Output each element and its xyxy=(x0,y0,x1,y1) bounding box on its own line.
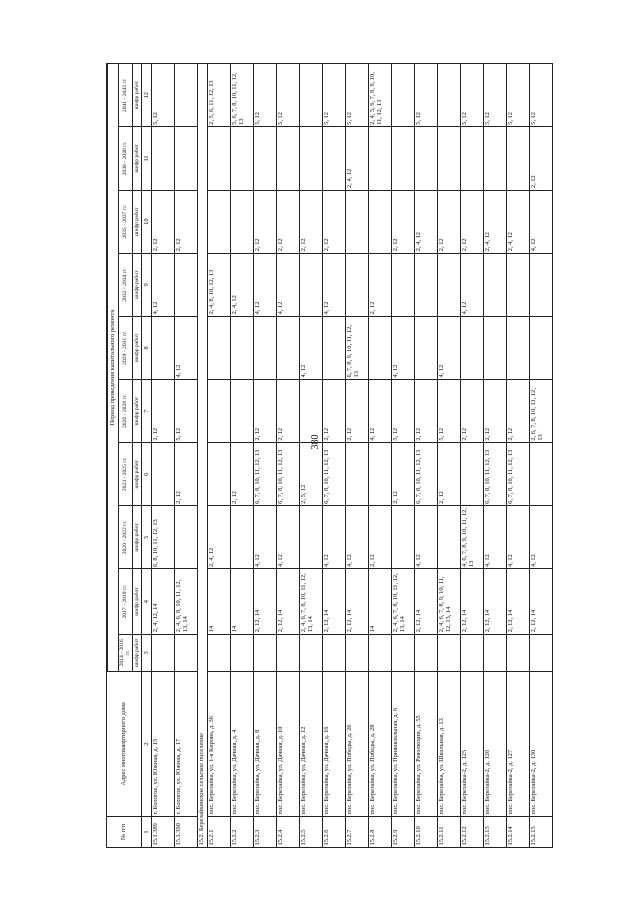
work-code-subheader: шифр работ xyxy=(132,253,141,316)
work-code-cell xyxy=(529,253,552,316)
column-number: 1 xyxy=(141,816,151,847)
table-row xyxy=(460,64,483,848)
work-code-cell xyxy=(276,127,299,190)
row-number: 15.2.14 xyxy=(506,816,529,847)
work-code-subheader: шифр работ xyxy=(132,443,141,506)
work-code-cell: 2, 12 xyxy=(437,443,460,506)
work-code-cell: 5, 12 xyxy=(414,64,437,127)
work-code-cell xyxy=(207,634,230,671)
address-cell: г. Бологое, ул. Южная, д. 17 xyxy=(174,671,197,816)
period-year-header: 2017 - 2019 гг. xyxy=(119,569,133,634)
work-code-cell xyxy=(207,127,230,190)
work-code-cell: 2, 12, 14 xyxy=(529,569,552,634)
work-code-cell: 2, 12 xyxy=(151,380,174,443)
work-code-cell: 5, 12 xyxy=(483,64,506,127)
address-cell: пос. Березайка, ул. Победы, д. 26 xyxy=(345,671,368,816)
column-number: 9 xyxy=(141,253,151,316)
work-code-cell xyxy=(460,634,483,671)
table-row xyxy=(345,64,368,848)
period-year-header: 2029 - 2031 гг. xyxy=(119,316,133,379)
column-number: 8 xyxy=(141,316,151,379)
work-code-cell xyxy=(414,634,437,671)
period-year-header: 2032 - 2034 гг. xyxy=(119,253,133,316)
table-row xyxy=(253,64,276,848)
address-cell: пос. Березайка, ул. Революции, д. 55 xyxy=(414,671,437,816)
work-code-cell: 2, 4, 5, 6, 7, 8, 9, 10, 11, 12, 13 xyxy=(368,64,391,127)
table-row xyxy=(151,64,174,848)
work-code-cell xyxy=(483,127,506,190)
work-code-cell: 4, 12 xyxy=(174,316,197,379)
work-code-cell: 2, 4, 12 xyxy=(483,190,506,253)
work-code-cell xyxy=(276,316,299,379)
table-row xyxy=(230,64,253,848)
table-body xyxy=(151,64,552,848)
work-code-cell xyxy=(230,127,253,190)
column-number: 7 xyxy=(141,380,151,443)
work-code-cell xyxy=(276,634,299,671)
period-year-header: 2035 - 2037 гг. xyxy=(119,190,133,253)
work-code-cell xyxy=(230,380,253,443)
period-header: Период проведения капитального ремонта xyxy=(108,64,119,672)
table-row xyxy=(299,64,322,848)
work-code-cell: 2, 4, 12 xyxy=(414,190,437,253)
work-code-cell xyxy=(368,127,391,190)
work-code-cell: 6, 7, 8, 10, 11, 12, 13 xyxy=(253,443,276,506)
document-page xyxy=(106,63,545,848)
section-title: 15.2. Березайкинское сельское поселение xyxy=(197,64,207,848)
row-number: 15.2.4 xyxy=(276,816,299,847)
work-code-cell xyxy=(368,190,391,253)
work-code-cell: 6, 7, 8, 10, 11, 12, 13 xyxy=(322,443,345,506)
work-code-cell: 5, 12 xyxy=(253,64,276,127)
work-code-cell xyxy=(322,634,345,671)
work-code-cell xyxy=(174,506,197,569)
work-code-cell xyxy=(151,316,174,379)
address-cell: пос. Березайка, ул. Дачная, д. 12 xyxy=(299,671,322,816)
work-code-cell xyxy=(414,127,437,190)
col-num-header: № п/п xyxy=(107,816,142,847)
work-code-cell xyxy=(253,316,276,379)
work-code-cell: 2, 5, 12 xyxy=(299,443,322,506)
address-cell: пос. Березайка, ул. Дачная, д. 10 xyxy=(276,671,299,816)
work-code-cell xyxy=(299,253,322,316)
table-row xyxy=(207,64,230,848)
work-code-cell: 5, 12 xyxy=(529,64,552,127)
row-number: 15.1.389 xyxy=(151,816,174,847)
work-code-cell: 2, 12 xyxy=(151,190,174,253)
work-code-cell: 2, 4, 12, 14 xyxy=(151,569,174,634)
work-code-cell: 2, 12 xyxy=(230,443,253,506)
work-code-subheader: шифр работ xyxy=(132,127,141,190)
work-code-cell xyxy=(414,316,437,379)
work-code-cell: 2, 12 xyxy=(345,380,368,443)
work-code-cell: 2, 12 xyxy=(174,190,197,253)
work-code-cell: 2, 12 xyxy=(322,380,345,443)
work-code-cell: 2, 12 xyxy=(174,443,197,506)
work-code-cell xyxy=(460,127,483,190)
section-row xyxy=(197,64,207,848)
work-code-subheader: шифр работ xyxy=(132,569,141,634)
work-code-cell: 2, 12 xyxy=(368,506,391,569)
work-code-cell: 14 xyxy=(207,569,230,634)
work-code-cell: 2, 4, 8, 10, 12, 13 xyxy=(207,253,230,316)
work-code-cell xyxy=(299,380,322,443)
work-code-cell xyxy=(230,190,253,253)
work-code-cell: 4, 12 xyxy=(276,253,299,316)
work-code-cell: 2, 12 xyxy=(506,380,529,443)
column-number: 2 xyxy=(141,671,151,816)
work-code-cell: 4, 12 xyxy=(253,506,276,569)
page-number: 380 xyxy=(310,434,321,450)
period-year-header: 2020 - 2022 гг. xyxy=(119,506,133,569)
column-number: 12 xyxy=(141,64,151,127)
table-row xyxy=(414,64,437,848)
table-row xyxy=(391,64,414,848)
table-row xyxy=(437,64,460,848)
work-code-cell: 2, 12, 14 xyxy=(414,569,437,634)
work-code-cell: 5, 12 xyxy=(276,64,299,127)
work-code-cell: 2, 12 xyxy=(483,380,506,443)
address-cell: пос. Березайка-2, д. 127 xyxy=(506,671,529,816)
work-code-cell xyxy=(391,64,414,127)
row-number: 15.2.8 xyxy=(368,816,391,847)
work-code-cell: 2, 4, 12 xyxy=(207,506,230,569)
work-code-cell xyxy=(529,443,552,506)
work-code-cell xyxy=(391,253,414,316)
work-code-cell xyxy=(437,64,460,127)
table-row xyxy=(174,64,197,848)
row-number: 15.2.9 xyxy=(391,816,414,847)
work-code-cell: 2, 12 xyxy=(414,380,437,443)
work-code-cell: 4, 12 xyxy=(506,506,529,569)
work-code-cell: 4, 12 xyxy=(529,506,552,569)
work-code-cell xyxy=(253,127,276,190)
row-number: 15.2.7 xyxy=(345,816,368,847)
work-code-cell xyxy=(207,316,230,379)
work-code-cell xyxy=(529,634,552,671)
work-code-cell: 2, 12 xyxy=(299,190,322,253)
row-number: 15.2.1 xyxy=(207,816,230,847)
address-cell: пос. Березайка-2, д. 125 xyxy=(460,671,483,816)
work-code-cell xyxy=(414,253,437,316)
work-code-cell: 5, 12 xyxy=(345,64,368,127)
address-cell: пос. Березайка, ул. Дачная, д. 16 xyxy=(322,671,345,816)
row-number: 15.2.3 xyxy=(253,816,276,847)
work-code-cell: 2, 12 xyxy=(322,190,345,253)
work-code-cell: 2, 5, 6, 11, 12, 13 xyxy=(207,64,230,127)
work-code-cell: 5, 12 xyxy=(460,64,483,127)
work-code-cell: 4, 12 xyxy=(151,253,174,316)
work-code-cell xyxy=(506,253,529,316)
work-code-cell xyxy=(174,253,197,316)
work-code-cell: 2, 4, 6, 7, 8, 10, 11, 12, 13, 14 xyxy=(299,569,322,634)
work-code-cell: 5, 12 xyxy=(391,380,414,443)
row-number: 15.2.5 xyxy=(299,816,322,847)
work-code-cell: 5, 12 xyxy=(322,64,345,127)
work-code-subheader: шифр работ xyxy=(132,506,141,569)
work-code-cell: 6, 7, 8, 10, 11, 12, 13 xyxy=(414,443,437,506)
address-cell: пос. Березайка, ул. Победы, д. 28 xyxy=(368,671,391,816)
work-code-cell xyxy=(460,316,483,379)
work-code-cell: 2, 4, 12 xyxy=(230,253,253,316)
work-code-cell: 4, 12 xyxy=(368,380,391,443)
work-code-cell: 4, 12 xyxy=(414,506,437,569)
address-cell: пос. Березайка, ул. Школьная, д. 13 xyxy=(437,671,460,816)
work-code-cell: 6, 7, 8, 10, 11, 12, 13 xyxy=(483,443,506,506)
work-code-cell: 2, 4, 12 xyxy=(506,190,529,253)
work-code-cell: 4, 12 xyxy=(322,253,345,316)
work-code-cell: 2, 6, 7, 8, 10, 11, 12, 13 xyxy=(529,380,552,443)
work-code-cell: 2, 12 xyxy=(460,380,483,443)
work-code-cell xyxy=(368,443,391,506)
table-row xyxy=(276,64,299,848)
work-code-cell xyxy=(207,443,230,506)
work-code-cell xyxy=(174,127,197,190)
row-number: 15.2.11 xyxy=(437,816,460,847)
column-number: 6 xyxy=(141,443,151,506)
work-code-cell: 2, 12, 14 xyxy=(460,569,483,634)
work-code-cell xyxy=(368,316,391,379)
work-code-cell: 4, 12 xyxy=(391,316,414,379)
work-code-cell xyxy=(322,127,345,190)
row-number: 15.1.390 xyxy=(174,816,197,847)
work-code-cell xyxy=(506,127,529,190)
column-number: 5 xyxy=(141,506,151,569)
work-code-cell: 2, 12 xyxy=(460,190,483,253)
work-code-cell: 4, 12 xyxy=(299,316,322,379)
work-code-cell: 2, 12 xyxy=(437,190,460,253)
work-code-cell xyxy=(151,127,174,190)
work-code-cell xyxy=(299,127,322,190)
work-code-cell xyxy=(345,253,368,316)
work-code-cell: 2, 4, 6, 7, 8, 9, 10, 11, 12, 13, 14 xyxy=(437,569,460,634)
row-number: 15.2.13 xyxy=(483,816,506,847)
column-number: 10 xyxy=(141,190,151,253)
work-code-cell: 4, 12 xyxy=(322,506,345,569)
work-code-cell: 2, 12, 14 xyxy=(483,569,506,634)
work-code-cell: 2, 12 xyxy=(368,253,391,316)
work-code-cell xyxy=(207,190,230,253)
work-code-cell: 2, 12 xyxy=(253,380,276,443)
address-cell: пос. Березайка-2, д. 130 xyxy=(529,671,552,816)
work-code-cell: 2, 12 xyxy=(276,380,299,443)
row-number: 15.2.2 xyxy=(230,816,253,847)
column-number: 4 xyxy=(141,569,151,634)
work-code-cell xyxy=(299,634,322,671)
work-code-cell xyxy=(437,127,460,190)
work-code-cell: 2, 12 xyxy=(253,190,276,253)
rotated-table-wrapper xyxy=(106,63,545,848)
work-code-cell: 4, 12 xyxy=(345,506,368,569)
work-code-cell xyxy=(391,634,414,671)
work-code-cell xyxy=(506,634,529,671)
work-code-cell: 2, 12 xyxy=(391,443,414,506)
work-code-cell: 2, 4, 12 xyxy=(345,127,368,190)
work-code-cell xyxy=(483,316,506,379)
work-code-cell xyxy=(529,316,552,379)
work-code-cell xyxy=(437,506,460,569)
work-code-cell: 2, 12, 14 xyxy=(276,569,299,634)
work-code-cell: 5, 6, 7, 8, 10, 11, 12, 13 xyxy=(230,64,253,127)
work-code-cell xyxy=(391,127,414,190)
work-code-cell: 4, 12 xyxy=(437,316,460,379)
work-code-cell xyxy=(207,380,230,443)
work-code-cell: 4, 12 xyxy=(253,253,276,316)
work-code-cell: 14 xyxy=(368,569,391,634)
work-code-cell: 6, 7, 8, 9, 10, 11, 12, 13 xyxy=(345,316,368,379)
table-row xyxy=(322,64,345,848)
work-code-cell: 5, 12 xyxy=(174,380,197,443)
work-code-cell xyxy=(322,316,345,379)
work-code-cell xyxy=(299,506,322,569)
work-code-cell: 2, 4, 6, 8, 10, 11, 12, 13, 14 xyxy=(174,569,197,634)
work-code-subheader: шифр работ xyxy=(132,316,141,379)
row-number: 15.2.12 xyxy=(460,816,483,847)
address-cell: г. Бологое, ул. Южная, д. 15 xyxy=(151,671,174,816)
work-code-cell xyxy=(151,634,174,671)
work-code-cell: 2, 12 xyxy=(391,190,414,253)
work-code-cell: 6, 7, 8, 10, 11, 12, 13 xyxy=(506,443,529,506)
work-code-subheader: шифр работ xyxy=(132,64,141,127)
work-code-cell: 4, 6, 7, 8, 9, 10, 11, 12, 13 xyxy=(460,506,483,569)
work-code-cell: 5, 12 xyxy=(437,380,460,443)
work-code-cell: 5, 12 xyxy=(506,64,529,127)
period-year-header: 2014 - 2016 гг. xyxy=(119,634,133,671)
work-code-cell xyxy=(368,634,391,671)
work-code-cell xyxy=(345,190,368,253)
table-row xyxy=(368,64,391,848)
address-cell: пос. Березайка-2, д. 126 xyxy=(483,671,506,816)
work-code-cell xyxy=(460,443,483,506)
work-code-cell xyxy=(230,316,253,379)
work-code-cell: 2, 12, 14 xyxy=(345,569,368,634)
table-header xyxy=(107,64,152,848)
work-code-cell xyxy=(299,64,322,127)
address-cell: пос. Березайка, ул. 1-я Кирова, д. 36 xyxy=(207,671,230,816)
period-year-header: 2026 - 2028 гг. xyxy=(119,380,133,443)
work-code-cell: 2, 12, 14 xyxy=(253,569,276,634)
row-number: 15.2.6 xyxy=(322,816,345,847)
work-code-cell xyxy=(253,634,276,671)
period-year-header: 2038 - 2040 гг. xyxy=(119,127,133,190)
work-code-cell xyxy=(151,443,174,506)
work-code-cell: 5, 12 xyxy=(151,64,174,127)
row-number: 15.2.15 xyxy=(529,816,552,847)
work-code-subheader: шифр работ xyxy=(132,380,141,443)
work-code-cell: 2, 12 xyxy=(276,190,299,253)
work-code-cell xyxy=(506,316,529,379)
column-number: 11 xyxy=(141,127,151,190)
work-code-cell xyxy=(437,253,460,316)
address-cell: пос. Березайка, ул. Привокзальная, д. 6 xyxy=(391,671,414,816)
address-cell: пос. Березайка, ул. Дачная, д. 8 xyxy=(253,671,276,816)
work-code-cell: 14 xyxy=(230,569,253,634)
work-code-cell xyxy=(345,443,368,506)
work-code-cell: 4, 12 xyxy=(529,190,552,253)
work-code-cell: 4, 12 xyxy=(276,506,299,569)
work-code-cell: 2, 12, 14 xyxy=(322,569,345,634)
work-code-cell: 2, 4, 6, 7, 8, 10, 11, 12, 13, 14 xyxy=(391,569,414,634)
work-code-cell xyxy=(345,634,368,671)
work-code-cell xyxy=(230,634,253,671)
work-code-cell xyxy=(174,64,197,127)
work-code-cell: 6, 7, 8, 10, 11, 12, 13 xyxy=(276,443,299,506)
work-code-cell xyxy=(391,506,414,569)
address-cell: пос. Березайка, ул. Дачная, д. 4 xyxy=(230,671,253,816)
work-code-subheader: шифр работ xyxy=(132,190,141,253)
repair-schedule-table xyxy=(106,63,553,848)
period-year-header: 2023 - 2025 гг. xyxy=(119,443,133,506)
row-number: 15.2.10 xyxy=(414,816,437,847)
work-code-cell xyxy=(230,506,253,569)
work-code-cell: 6, 8, 10, 11, 12, 13 xyxy=(151,506,174,569)
work-code-cell: 2, 12, 14 xyxy=(506,569,529,634)
work-code-cell: 2, 12 xyxy=(529,127,552,190)
col-address-header: Адрес многоквартирного дома xyxy=(107,671,142,816)
table-row xyxy=(506,64,529,848)
column-number: 3 xyxy=(141,634,151,671)
work-code-cell xyxy=(483,253,506,316)
work-code-cell xyxy=(174,634,197,671)
work-code-cell: 4, 12 xyxy=(460,253,483,316)
table-row xyxy=(483,64,506,848)
period-year-header: 2041 - 2043 гг. xyxy=(119,64,133,127)
table-row xyxy=(529,64,552,848)
work-code-cell xyxy=(437,634,460,671)
work-code-cell xyxy=(483,634,506,671)
work-code-subheader: шифр работ xyxy=(132,634,141,671)
work-code-cell: 4, 12 xyxy=(483,506,506,569)
